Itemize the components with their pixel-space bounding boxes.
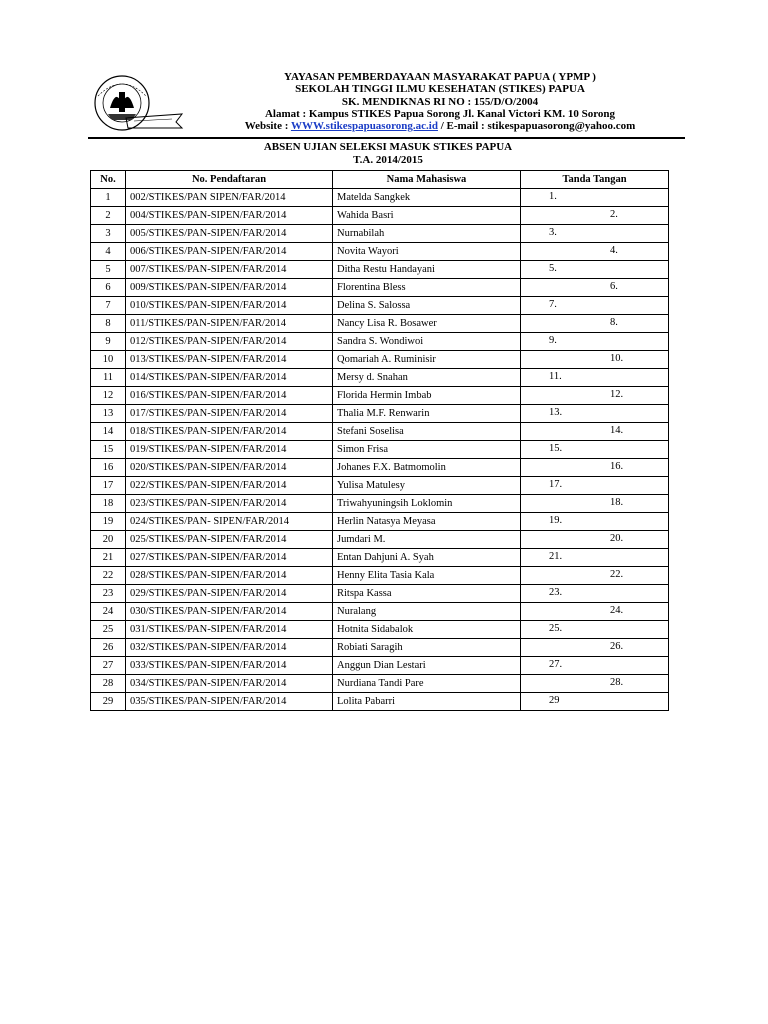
table-row	[91, 675, 669, 693]
student-name: Simon Frisa	[333, 441, 521, 459]
student-name: Stefani Soselisa	[333, 423, 521, 441]
signature-number: 10.	[610, 353, 624, 364]
table-row	[91, 261, 669, 279]
table-row	[91, 405, 669, 423]
signature-number: 9.	[549, 335, 557, 346]
stikes-logo-icon	[86, 74, 186, 132]
signature-number: 15.	[549, 443, 563, 454]
table-row	[91, 639, 669, 657]
header-student-name: Nama Mahasiswa	[333, 171, 521, 189]
row-number: 29	[91, 693, 126, 711]
row-number: 28	[91, 675, 126, 693]
table-row	[91, 585, 669, 603]
table-row	[91, 459, 669, 477]
table-body	[91, 189, 669, 711]
signature-cell[interactable]	[521, 495, 669, 513]
header-registration: No. Pendaftaran	[126, 171, 333, 189]
attendance-table	[90, 170, 669, 711]
registration-number: 034/STIKES/PAN-SIPEN/FAR/2014	[126, 675, 333, 693]
student-name: Delina S. Salossa	[333, 297, 521, 315]
foundation-name: YAYASAN PEMBERDAYAAN MASYARAKAT PAPUA ( YPMP )	[284, 71, 596, 83]
registration-number: 029/STIKES/PAN-SIPEN/FAR/2014	[126, 585, 333, 603]
row-number: 9	[91, 333, 126, 351]
table-row	[91, 603, 669, 621]
signature-cell[interactable]	[521, 477, 669, 495]
signature-number: 29	[549, 695, 560, 706]
student-name: Hotnita Sidabalok	[333, 621, 521, 639]
signature-cell[interactable]	[521, 639, 669, 657]
letterhead	[0, 0, 768, 140]
registration-number: 019/STIKES/PAN-SIPEN/FAR/2014	[126, 441, 333, 459]
table-row	[91, 333, 669, 351]
decree-number: SK. MENDIKNAS RI NO : 155/D/O/2004	[341, 95, 539, 108]
signature-cell[interactable]	[521, 333, 669, 351]
contact-line	[190, 120, 690, 132]
signature-cell[interactable]	[521, 279, 669, 297]
row-number: 13	[91, 405, 126, 423]
registration-number: 011/STIKES/PAN-SIPEN/FAR/2014	[126, 315, 333, 333]
signature-cell[interactable]	[521, 297, 669, 315]
registration-number: 005/STIKES/PAN-SIPEN/FAR/2014	[126, 225, 333, 243]
signature-cell[interactable]	[521, 567, 669, 585]
table-row	[91, 477, 669, 495]
signature-number: 5.	[549, 263, 557, 274]
registration-number: 014/STIKES/PAN-SIPEN/FAR/2014	[126, 369, 333, 387]
registration-number: 018/STIKES/PAN-SIPEN/FAR/2014	[126, 423, 333, 441]
signature-number: 21.	[549, 551, 563, 562]
table-row	[91, 549, 669, 567]
student-name: Sandra S. Wondiwoi	[333, 333, 521, 351]
table-row	[91, 441, 669, 459]
table-row	[91, 621, 669, 639]
signature-cell[interactable]	[521, 441, 669, 459]
registration-number: 024/STIKES/PAN- SIPEN/FAR/2014	[126, 513, 333, 531]
student-name: Jumdari M.	[333, 531, 521, 549]
signature-cell[interactable]	[521, 423, 669, 441]
student-name: Yulisa Matulesy	[333, 477, 521, 495]
registration-number: 032/STIKES/PAN-SIPEN/FAR/2014	[126, 639, 333, 657]
signature-number: 17.	[549, 479, 563, 490]
student-name: Triwahyuningsih Loklomin	[333, 495, 521, 513]
signature-number: 27.	[549, 659, 563, 670]
signature-number: 13.	[549, 407, 563, 418]
school-name: SEKOLAH TINGGI ILMU KESEHATAN (STIKES) PAPUA	[295, 83, 585, 96]
row-number: 17	[91, 477, 126, 495]
signature-number: 22.	[610, 569, 624, 580]
signature-number: 16.	[610, 461, 624, 472]
student-name: Thalia M.F. Renwarin	[333, 405, 521, 423]
student-name: Mersy d. Snahan	[333, 369, 521, 387]
student-name: Nurdiana Tandi Pare	[333, 675, 521, 693]
signature-cell[interactable]	[521, 675, 669, 693]
table-row	[91, 207, 669, 225]
registration-number: 010/STIKES/PAN-SIPEN/FAR/2014	[126, 297, 333, 315]
row-number: 21	[91, 549, 126, 567]
registration-number: 007/STIKES/PAN-SIPEN/FAR/2014	[126, 261, 333, 279]
signature-number: 2.	[610, 209, 618, 220]
table-header-row	[91, 171, 669, 189]
signature-number: 20.	[610, 533, 624, 544]
title-line-1: ABSEN UJIAN SELEKSI MASUK STIKES PAPUA	[263, 141, 513, 153]
signature-cell[interactable]	[521, 189, 669, 207]
signature-cell[interactable]	[521, 261, 669, 279]
signature-cell[interactable]	[521, 693, 669, 711]
header-no: No.	[91, 171, 126, 189]
signature-cell[interactable]	[521, 549, 669, 567]
signature-cell[interactable]	[521, 657, 669, 675]
table-row	[91, 657, 669, 675]
address: Alamat : Kampus STIKES Papua Sorong Jl. Kanal Victori KM. 10 Sorong	[264, 107, 616, 120]
table-row	[91, 567, 669, 585]
signature-cell[interactable]	[521, 207, 669, 225]
signature-cell[interactable]	[521, 531, 669, 549]
registration-number: 016/STIKES/PAN-SIPEN/FAR/2014	[126, 387, 333, 405]
registration-number: 020/STIKES/PAN-SIPEN/FAR/2014	[126, 459, 333, 477]
row-number: 10	[91, 351, 126, 369]
signature-number: 6.	[610, 281, 618, 292]
table-row	[91, 297, 669, 315]
registration-number: 012/STIKES/PAN-SIPEN/FAR/2014	[126, 333, 333, 351]
student-name: Johanes F.X. Batmomolin	[333, 459, 521, 477]
row-number: 20	[91, 531, 126, 549]
signature-number: 23.	[549, 587, 563, 598]
student-name: Nurnabilah	[333, 225, 521, 243]
table-row	[91, 351, 669, 369]
student-name: Nancy Lisa R. Bosawer	[333, 315, 521, 333]
signature-number: 3.	[549, 227, 557, 238]
student-name: Qomariah A. Ruminisir	[333, 351, 521, 369]
registration-number: 025/STIKES/PAN-SIPEN/FAR/2014	[126, 531, 333, 549]
signature-cell[interactable]	[521, 621, 669, 639]
student-name: Novita Wayori	[333, 243, 521, 261]
table-row	[91, 513, 669, 531]
signature-number: 12.	[610, 389, 624, 400]
registration-number: 006/STIKES/PAN-SIPEN/FAR/2014	[126, 243, 333, 261]
student-name: Wahida Basri	[333, 207, 521, 225]
signature-cell[interactable]	[521, 351, 669, 369]
table-row	[91, 243, 669, 261]
signature-number: 8.	[610, 317, 618, 328]
table-row	[91, 531, 669, 549]
registration-number: 002/STIKES/PAN SIPEN/FAR/2014	[126, 189, 333, 207]
row-number: 11	[91, 369, 126, 387]
row-number: 3	[91, 225, 126, 243]
signature-number: 7.	[549, 299, 557, 310]
row-number: 23	[91, 585, 126, 603]
row-number: 27	[91, 657, 126, 675]
row-number: 14	[91, 423, 126, 441]
signature-cell[interactable]	[521, 585, 669, 603]
student-name: Matelda Sangkek	[333, 189, 521, 207]
signature-cell[interactable]	[521, 315, 669, 333]
row-number: 8	[91, 315, 126, 333]
signature-number: 14.	[610, 425, 624, 436]
student-name: Florida Hermin Imbab	[333, 387, 521, 405]
student-name: Anggun Dian Lestari	[333, 657, 521, 675]
row-number: 6	[91, 279, 126, 297]
signature-cell[interactable]	[521, 459, 669, 477]
row-number: 5	[91, 261, 126, 279]
row-number: 25	[91, 621, 126, 639]
registration-number: 009/STIKES/PAN-SIPEN/FAR/2014	[126, 279, 333, 297]
row-number: 19	[91, 513, 126, 531]
student-name: Ditha Restu Handayani	[333, 261, 521, 279]
table-row	[91, 693, 669, 711]
row-number: 4	[91, 243, 126, 261]
table-row	[91, 495, 669, 513]
signature-cell[interactable]	[521, 387, 669, 405]
signature-cell[interactable]	[521, 243, 669, 261]
signature-number: 28.	[610, 677, 624, 688]
letterhead-text	[190, 71, 690, 132]
row-number: 12	[91, 387, 126, 405]
row-number: 16	[91, 459, 126, 477]
attendance-table-wrap	[90, 170, 669, 711]
signature-number: 26.	[610, 641, 624, 652]
signature-number: 4.	[610, 245, 618, 256]
signature-number: 24.	[610, 605, 624, 616]
student-name: Robiati Saragih	[333, 639, 521, 657]
signature-number: 25.	[549, 623, 563, 634]
registration-number: 035/STIKES/PAN-SIPEN/FAR/2014	[126, 693, 333, 711]
student-name: Ritspa Kassa	[333, 585, 521, 603]
row-number: 2	[91, 207, 126, 225]
table-row	[91, 225, 669, 243]
student-name: Florentina Bless	[333, 279, 521, 297]
signature-number: 11.	[549, 371, 562, 382]
website-label: Website :	[244, 120, 291, 133]
signature-number: 19.	[549, 515, 563, 526]
website-link[interactable]: WWW.stikespapuasorong.ac.id	[290, 120, 438, 133]
table-row	[91, 369, 669, 387]
student-name: Henny Elita Tasia Kala	[333, 567, 521, 585]
signature-cell[interactable]	[521, 225, 669, 243]
table-row	[91, 279, 669, 297]
signature-number: 1.	[549, 191, 557, 202]
table-row	[91, 189, 669, 207]
signature-cell[interactable]	[521, 603, 669, 621]
registration-number: 013/STIKES/PAN-SIPEN/FAR/2014	[126, 351, 333, 369]
registration-number: 027/STIKES/PAN-SIPEN/FAR/2014	[126, 549, 333, 567]
row-number: 15	[91, 441, 126, 459]
student-name: Herlin Natasya Meyasa	[333, 513, 521, 531]
signature-cell[interactable]	[521, 369, 669, 387]
row-number: 26	[91, 639, 126, 657]
registration-number: 023/STIKES/PAN-SIPEN/FAR/2014	[126, 495, 333, 513]
document-title	[120, 141, 656, 166]
email-text: / E-mail : stikespapuasorong@yahoo.com	[437, 120, 636, 133]
registration-number: 004/STIKES/PAN-SIPEN/FAR/2014	[126, 207, 333, 225]
row-number: 24	[91, 603, 126, 621]
signature-cell[interactable]	[521, 513, 669, 531]
header-divider	[88, 137, 685, 139]
signature-number: 18.	[610, 497, 624, 508]
row-number: 7	[91, 297, 126, 315]
header-signature: Tanda Tangan	[521, 171, 669, 189]
row-number: 22	[91, 567, 126, 585]
student-name: Entan Dahjuni A. Syah	[333, 549, 521, 567]
registration-number: 033/STIKES/PAN-SIPEN/FAR/2014	[126, 657, 333, 675]
title-line-2: T.A. 2014/2015	[353, 153, 423, 166]
row-number: 1	[91, 189, 126, 207]
table-row	[91, 315, 669, 333]
student-name: Lolita Pabarri	[333, 693, 521, 711]
registration-number: 017/STIKES/PAN-SIPEN/FAR/2014	[126, 405, 333, 423]
signature-cell[interactable]	[521, 405, 669, 423]
registration-number: 028/STIKES/PAN-SIPEN/FAR/2014	[126, 567, 333, 585]
registration-number: 031/STIKES/PAN-SIPEN/FAR/2014	[126, 621, 333, 639]
table-row	[91, 387, 669, 405]
student-name: Nuralang	[333, 603, 521, 621]
registration-number: 022/STIKES/PAN-SIPEN/FAR/2014	[126, 477, 333, 495]
registration-number: 030/STIKES/PAN-SIPEN/FAR/2014	[126, 603, 333, 621]
row-number: 18	[91, 495, 126, 513]
table-row	[91, 423, 669, 441]
